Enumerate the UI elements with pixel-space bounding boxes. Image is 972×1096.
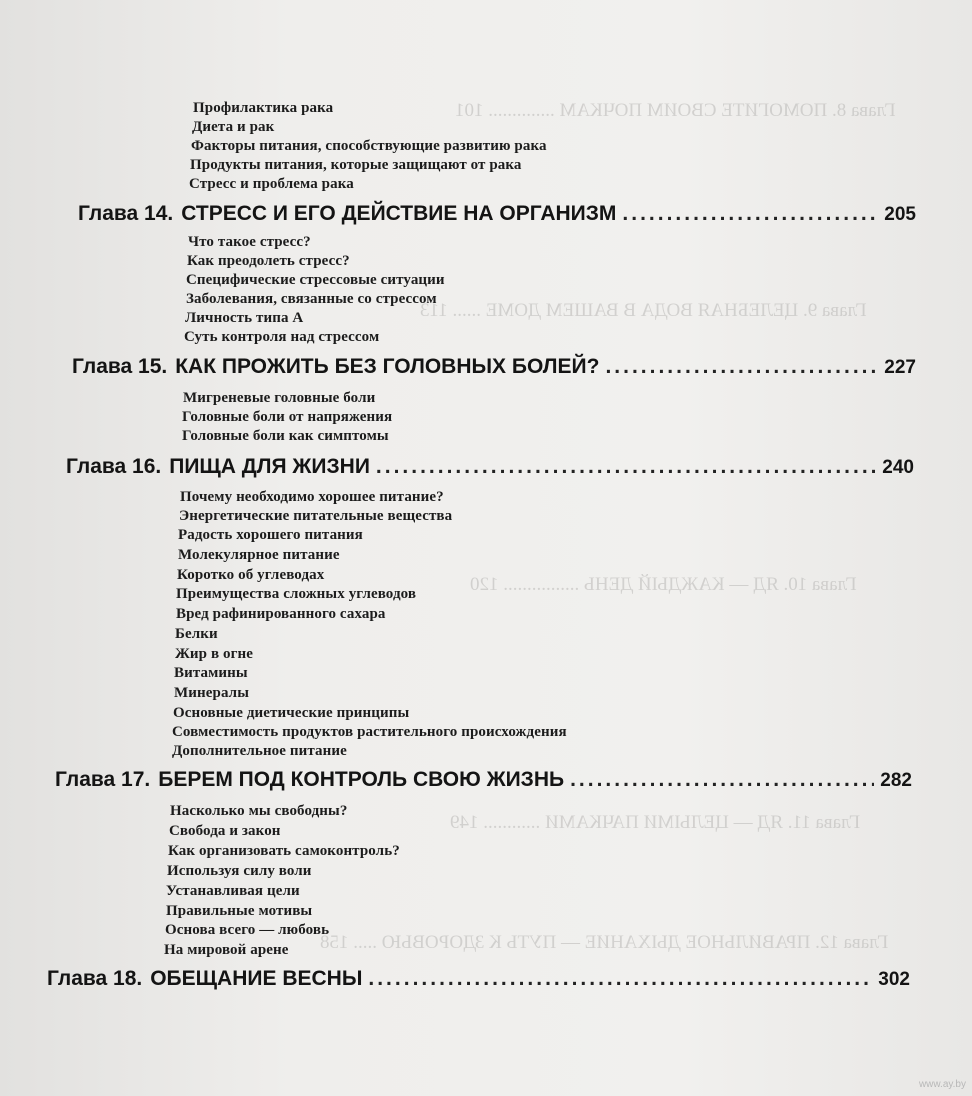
bleed-through-line: Глава 11. ЯД — ЦЕЛЫМИ ПАЧКАМИ ............ 149 xyxy=(450,812,861,833)
bleed-through-line: Глава 8. ПОМОГИТЕ СВОИМ ПОЧКАМ .............. 101 xyxy=(455,100,896,121)
topic-item: Молекулярное питание xyxy=(178,547,340,563)
topic-item: Устанавливая цели xyxy=(166,883,300,899)
topic-item: Преимущества сложных углеводов xyxy=(176,586,417,602)
chapter-page-number: 302 xyxy=(878,969,910,990)
topic-item: Профилактика рака xyxy=(193,100,334,116)
topic-item: Головные боли как симптомы xyxy=(182,428,389,444)
chapter-title: СТРЕСС И ЕГО ДЕЙСТВИЕ НА ОРГАНИЗМ xyxy=(181,202,617,225)
topic-item: Факторы питания, способствующие развитию рака xyxy=(191,138,547,154)
dot-leader xyxy=(368,967,872,991)
topic-item: На мировой арене xyxy=(164,942,289,958)
topic-item: Вред рафинированного сахара xyxy=(176,606,386,622)
topic-item: Заболевания, связанные со стрессом xyxy=(186,291,437,307)
dot-leader xyxy=(570,768,874,792)
topic-item: Коротко об углеводах xyxy=(177,567,325,583)
topic-item: Что такое стресс? xyxy=(188,234,311,250)
chapter-label: Глава 18. xyxy=(47,967,143,990)
chapter-label: Глава 14. xyxy=(78,202,174,225)
chapter-heading-15 xyxy=(72,355,916,379)
dot-leader xyxy=(622,202,878,226)
topic-item: Витамины xyxy=(174,665,248,681)
topic-item: Белки xyxy=(175,626,218,642)
topic-item: Энергетические питательные вещества xyxy=(179,508,453,524)
chapter-page-number: 282 xyxy=(880,770,912,791)
bleed-through-line: Глава 9. ЦЕЛЕБНАЯ ВОДА В ВАШЕМ ДОМЕ ...... 113 xyxy=(420,300,867,321)
topic-item: Дополнительное питание xyxy=(172,743,347,759)
chapter-label: Глава 15. xyxy=(72,355,168,378)
topic-item: Мигреневые головные боли xyxy=(183,390,376,406)
chapter-heading-16 xyxy=(66,455,914,479)
topic-item: Используя силу воли xyxy=(167,863,312,879)
topic-item: Минералы xyxy=(174,685,250,701)
chapter-label: Глава 16. xyxy=(66,455,162,478)
topic-item: Специфические стрессовые ситуации xyxy=(186,272,445,288)
chapter-heading-18 xyxy=(47,967,910,991)
topic-item: Основные диетические принципы xyxy=(173,705,410,721)
topic-item: Радость хорошего питания xyxy=(178,527,363,543)
topic-item: Как организовать самоконтроль? xyxy=(168,843,400,859)
site-watermark: www.ay.by xyxy=(918,1079,966,1090)
topic-item: Совместимость продуктов растительного происхождения xyxy=(172,724,567,740)
chapter-title: ПИЩА ДЛЯ ЖИЗНИ xyxy=(169,455,370,478)
chapter-title: БЕРЕМ ПОД КОНТРОЛЬ СВОЮ ЖИЗНЬ xyxy=(158,768,565,791)
bleed-through-line: Глава 12. ПРАВИЛЬНОЕ ДЫХАНИЕ — ПУТЬ К ЗДОРОВЬЮ ..... 158 xyxy=(320,932,889,953)
dot-leader xyxy=(376,455,876,479)
chapter-label: Глава 17. xyxy=(55,768,151,791)
topic-item: Почему необходимо хорошее питание? xyxy=(180,489,444,505)
topic-item: Насколько мы свободны? xyxy=(170,803,348,819)
chapter-page-number: 205 xyxy=(884,204,916,225)
dot-leader xyxy=(605,355,878,379)
topic-item: Как преодолеть стресс? xyxy=(187,253,350,269)
topic-item: Основа всего — любовь xyxy=(165,922,330,938)
topic-item: Свобода и закон xyxy=(169,823,281,839)
topic-item: Диета и рак xyxy=(192,119,275,135)
topic-item: Личность типа А xyxy=(185,310,304,326)
topic-item: Жир в огне xyxy=(175,646,254,662)
topic-item: Стресс и проблема рака xyxy=(189,176,354,192)
chapter-heading-17 xyxy=(55,768,912,792)
chapter-page-number: 240 xyxy=(882,457,914,478)
chapter-title: КАК ПРОЖИТЬ БЕЗ ГОЛОВНЫХ БОЛЕЙ? xyxy=(175,355,600,378)
chapter-heading-14 xyxy=(78,202,916,226)
bleed-through-line: Глава 10. ЯД — КАЖДЫЙ ДЕНЬ ................ 120 xyxy=(470,574,857,595)
topic-item: Продукты питания, которые защищают от рака xyxy=(190,157,522,173)
topic-item: Правильные мотивы xyxy=(166,903,313,919)
chapter-title: ОБЕЩАНИЕ ВЕСНЫ xyxy=(150,967,363,990)
topic-item: Головные боли от напряжения xyxy=(182,409,393,425)
chapter-page-number: 227 xyxy=(884,357,916,378)
topic-item: Суть контроля над стрессом xyxy=(184,329,380,345)
